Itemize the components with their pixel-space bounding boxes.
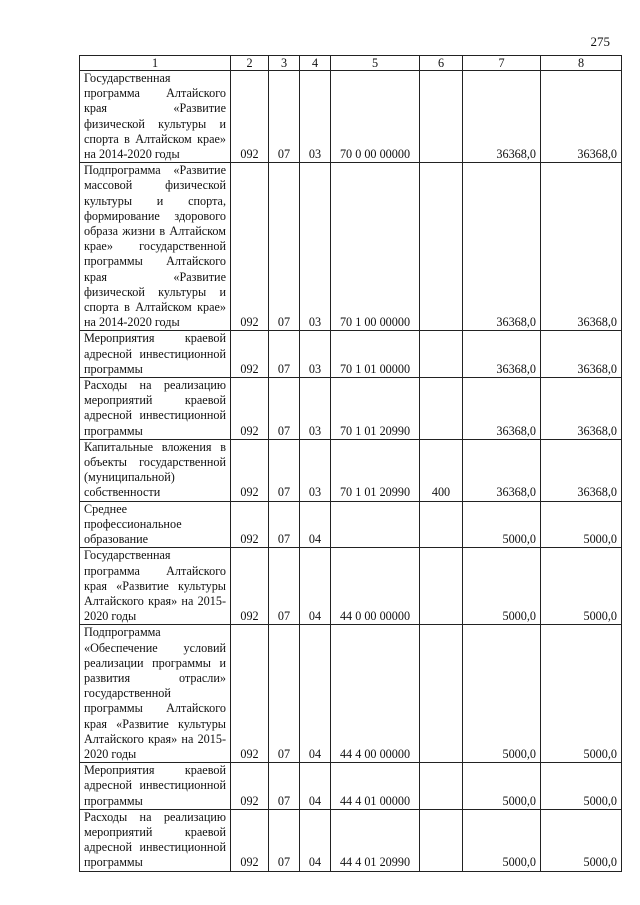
row-csr: 44 4 01 20990 [331, 809, 420, 871]
row-vr [420, 331, 463, 378]
row-csr: 44 4 00 00000 [331, 625, 420, 763]
row-csr: 70 1 00 00000 [331, 163, 420, 331]
row-pr: 04 [300, 625, 331, 763]
row-pr: 04 [300, 501, 331, 548]
row-csr: 70 0 00 00000 [331, 71, 420, 163]
row-csr: 44 4 01 00000 [331, 763, 420, 810]
row-ved: 092 [231, 163, 269, 331]
row-name: Подпрограмма «Развитие массовой физической культуры и спорта, формирование здорового образа жизни в Алтайском крае» государственной программы Алтайского края «Развитие физической культуры и спорта в Алтайском крае» на 2014-2020 годы [80, 163, 231, 331]
row-ved: 092 [231, 548, 269, 625]
table-row [80, 439, 622, 501]
row-csr: 70 1 01 20990 [331, 378, 420, 440]
table-row [80, 71, 622, 163]
budget-table [79, 55, 622, 872]
row-name: Расходы на реализацию мероприятий краевой адресной инвестиционной программы [80, 809, 231, 871]
row-ved: 092 [231, 501, 269, 548]
row-ved: 092 [231, 331, 269, 378]
table-row [80, 163, 622, 331]
row-name: Мероприятия краевой адресной инвестиционной программы [80, 763, 231, 810]
row-sum-2: 5000,0 [541, 625, 622, 763]
row-pr: 03 [300, 331, 331, 378]
row-csr: 70 1 01 20990 [331, 439, 420, 501]
row-vr [420, 71, 463, 163]
row-sum-2: 36368,0 [541, 439, 622, 501]
row-csr: 70 1 01 00000 [331, 331, 420, 378]
row-name: Среднее профессиональное образование [80, 501, 231, 548]
row-ved: 092 [231, 763, 269, 810]
row-name: Расходы на реализацию мероприятий краевой адресной инвестиционной программы [80, 378, 231, 440]
row-pr: 03 [300, 378, 331, 440]
header-col-1: 1 [80, 56, 231, 71]
row-ved: 092 [231, 625, 269, 763]
row-sum-2: 36368,0 [541, 378, 622, 440]
row-vr [420, 763, 463, 810]
row-ved: 092 [231, 71, 269, 163]
table-row [80, 763, 622, 810]
row-rz: 07 [269, 548, 300, 625]
row-sum-1: 36368,0 [463, 163, 541, 331]
page-number: 275 [590, 34, 610, 49]
row-name: Государственная программа Алтайского края «Развитие культуры Алтайского края» на 2015-2020 годы [80, 548, 231, 625]
row-vr [420, 625, 463, 763]
row-rz: 07 [269, 378, 300, 440]
row-sum-1: 5000,0 [463, 625, 541, 763]
header-col-5: 5 [331, 56, 420, 71]
row-vr [420, 548, 463, 625]
row-rz: 07 [269, 439, 300, 501]
row-sum-2: 36368,0 [541, 331, 622, 378]
row-vr [420, 809, 463, 871]
row-ved: 092 [231, 378, 269, 440]
row-name: Подпрограмма «Обеспечение условий реализации программы и развития отрасли» государственной программы Алтайского края «Развитие культуры Алтайского края» на 2015-2020 годы [80, 625, 231, 763]
header-col-2: 2 [231, 56, 269, 71]
row-pr: 04 [300, 548, 331, 625]
row-pr: 04 [300, 763, 331, 810]
row-pr: 03 [300, 71, 331, 163]
row-pr: 04 [300, 809, 331, 871]
row-sum-2: 5000,0 [541, 809, 622, 871]
header-col-4: 4 [300, 56, 331, 71]
row-ved: 092 [231, 809, 269, 871]
row-rz: 07 [269, 71, 300, 163]
header-col-6: 6 [420, 56, 463, 71]
table-row [80, 625, 622, 763]
row-vr: 400 [420, 439, 463, 501]
row-sum-1: 36368,0 [463, 71, 541, 163]
row-sum-2: 5000,0 [541, 548, 622, 625]
row-name: Государственная программа Алтайского края «Развитие физической культуры и спорта в Алтайском крае» на 2014-2020 годы [80, 71, 231, 163]
row-vr [420, 378, 463, 440]
row-sum-1: 36368,0 [463, 439, 541, 501]
header-col-8: 8 [541, 56, 622, 71]
header-col-3: 3 [269, 56, 300, 71]
table-row [80, 501, 622, 548]
row-pr: 03 [300, 163, 331, 331]
row-sum-2: 36368,0 [541, 71, 622, 163]
row-sum-1: 5000,0 [463, 763, 541, 810]
row-csr: 44 0 00 00000 [331, 548, 420, 625]
row-rz: 07 [269, 763, 300, 810]
row-name: Мероприятия краевой адресной инвестиционной программы [80, 331, 231, 378]
row-pr: 03 [300, 439, 331, 501]
row-sum-1: 5000,0 [463, 501, 541, 548]
row-sum-1: 36368,0 [463, 378, 541, 440]
row-vr [420, 163, 463, 331]
row-sum-2: 5000,0 [541, 501, 622, 548]
row-csr [331, 501, 420, 548]
table-row [80, 809, 622, 871]
table-row [80, 331, 622, 378]
row-sum-1: 5000,0 [463, 809, 541, 871]
row-rz: 07 [269, 501, 300, 548]
row-name: Капитальные вложения в объекты государственной (муниципальной) собственности [80, 439, 231, 501]
table-row [80, 548, 622, 625]
row-sum-2: 36368,0 [541, 163, 622, 331]
row-rz: 07 [269, 809, 300, 871]
row-sum-2: 5000,0 [541, 763, 622, 810]
row-rz: 07 [269, 163, 300, 331]
row-sum-1: 5000,0 [463, 548, 541, 625]
row-rz: 07 [269, 625, 300, 763]
table-header-row [80, 56, 622, 71]
row-sum-1: 36368,0 [463, 331, 541, 378]
row-vr [420, 501, 463, 548]
row-ved: 092 [231, 439, 269, 501]
header-col-7: 7 [463, 56, 541, 71]
table-row [80, 378, 622, 440]
row-rz: 07 [269, 331, 300, 378]
